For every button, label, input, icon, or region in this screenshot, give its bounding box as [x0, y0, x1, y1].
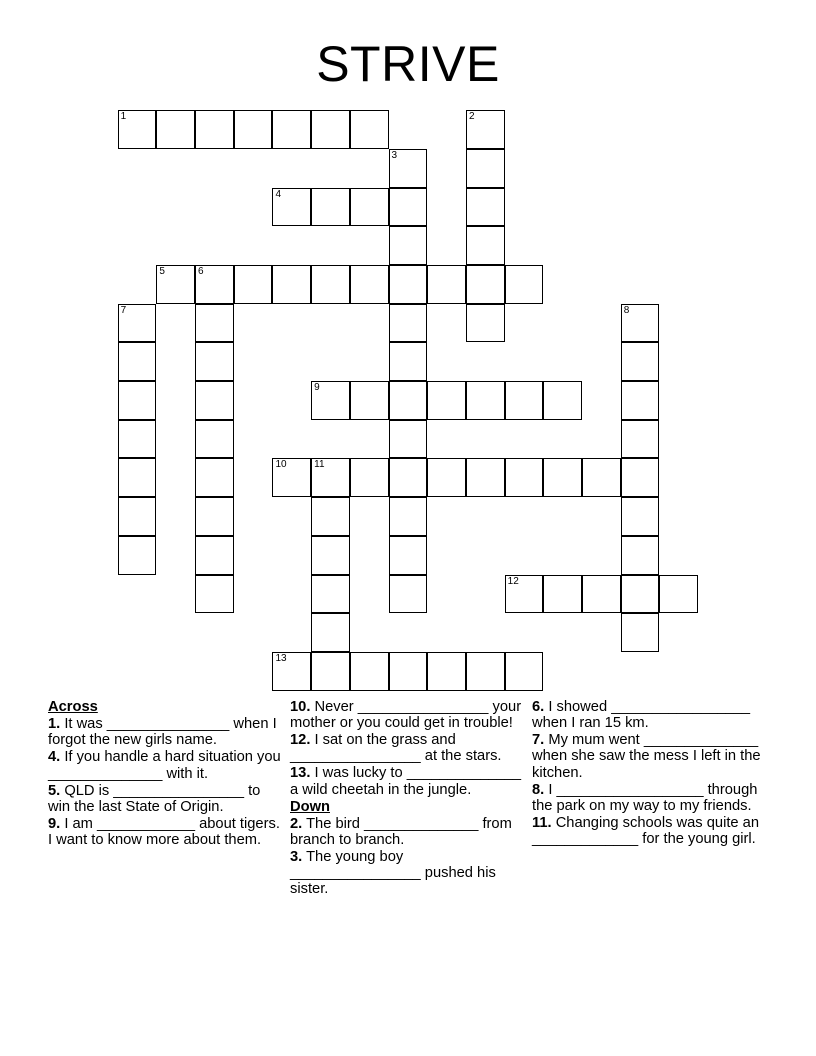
- grid-cell[interactable]: [118, 497, 157, 536]
- grid-cell[interactable]: [466, 652, 505, 691]
- grid-cell[interactable]: [389, 536, 428, 575]
- grid-cell[interactable]: [621, 536, 660, 575]
- clue-across-12: [290, 732, 528, 764]
- grid-cell[interactable]: [118, 342, 157, 381]
- clue-text: I sat on the grass and ________________ at the stars.: [290, 732, 502, 765]
- grid-cell[interactable]: [156, 110, 195, 149]
- grid-cell[interactable]: [389, 149, 428, 188]
- clue-number: 3.: [290, 849, 303, 866]
- grid-cell[interactable]: [118, 536, 157, 575]
- cell-number: 13: [275, 652, 287, 664]
- clue-text: The young boy ________________ pushed his sister.: [290, 849, 496, 898]
- grid-cell[interactable]: [272, 652, 311, 691]
- grid-cell[interactable]: [195, 536, 234, 575]
- grid-cell[interactable]: [350, 381, 389, 420]
- cell-number: 4: [275, 188, 282, 200]
- clue-number: 12.: [290, 732, 311, 749]
- grid-cell[interactable]: [466, 304, 505, 343]
- clue-across-4: [48, 749, 284, 781]
- grid-cell[interactable]: [272, 265, 311, 304]
- grid-cell[interactable]: [311, 381, 350, 420]
- clue-down-7: [532, 732, 768, 781]
- grid-cell[interactable]: [350, 265, 389, 304]
- clue-column-3: [532, 699, 768, 848]
- cell-number: 6: [198, 265, 204, 277]
- grid-cell[interactable]: [466, 149, 505, 188]
- grid-cell[interactable]: [272, 458, 311, 497]
- cell-number: 5: [159, 265, 165, 277]
- grid-cell[interactable]: [350, 110, 389, 149]
- clue-number: 10.: [290, 699, 311, 715]
- grid-cell[interactable]: [195, 304, 234, 343]
- grid-cell[interactable]: [195, 110, 234, 149]
- grid-cell[interactable]: [272, 188, 311, 227]
- grid-cell[interactable]: [466, 265, 505, 304]
- clue-across-13: [290, 765, 528, 797]
- grid-cell[interactable]: [195, 420, 234, 459]
- cell-number: 9: [314, 382, 320, 394]
- grid-cell[interactable]: [505, 381, 544, 420]
- clue-number: 5.: [48, 782, 61, 799]
- clue-text: It was _______________ when I forgot the new girls name.: [48, 716, 277, 749]
- clue-text: I was lucky to ______________ a wild cheetah in the jungle.: [290, 765, 522, 798]
- puzzle-title: STRIVE: [316, 36, 500, 92]
- grid-cell[interactable]: [543, 381, 582, 420]
- grid-cell[interactable]: [195, 381, 234, 420]
- grid-cell[interactable]: [427, 381, 466, 420]
- clue-across-9: [48, 816, 284, 848]
- grid-cell[interactable]: [389, 458, 428, 497]
- grid-cell[interactable]: [659, 575, 698, 614]
- grid-cell[interactable]: [311, 110, 350, 149]
- grid-cell[interactable]: [195, 265, 234, 304]
- clue-across-5: [48, 783, 284, 815]
- grid-cell[interactable]: [311, 652, 350, 691]
- grid-cell[interactable]: [389, 265, 428, 304]
- grid-cell[interactable]: [118, 110, 157, 149]
- grid-cell[interactable]: [311, 458, 350, 497]
- clue-number: 6.: [532, 699, 545, 715]
- grid-cell[interactable]: [118, 420, 157, 459]
- grid-cell[interactable]: [350, 188, 389, 227]
- grid-cell[interactable]: [621, 613, 660, 652]
- clue-text: I am ____________ about tigers. I want to know more about them.: [48, 815, 280, 849]
- grid-cell[interactable]: [118, 381, 157, 420]
- clue-text: I __________________ through the park on my way to my friends.: [532, 781, 758, 814]
- clue-text: My mum went ______________ when she saw the mess I left in the kitchen.: [532, 732, 761, 781]
- clue-across-10: [290, 699, 528, 731]
- grid-cell[interactable]: [621, 575, 660, 614]
- across-heading: Across: [48, 699, 98, 715]
- grid-cell[interactable]: [621, 497, 660, 536]
- cell-number: 11: [314, 459, 325, 471]
- grid-cell[interactable]: [543, 575, 582, 614]
- grid-cell[interactable]: [156, 265, 195, 304]
- grid-cell[interactable]: [389, 304, 428, 343]
- grid-cell[interactable]: [389, 420, 428, 459]
- grid-cell[interactable]: [466, 381, 505, 420]
- grid-cell[interactable]: [389, 652, 428, 691]
- clue-number: 8.: [532, 781, 545, 798]
- grid-cell[interactable]: [195, 497, 234, 536]
- grid-cell[interactable]: [389, 188, 428, 227]
- grid-cell[interactable]: [234, 265, 273, 304]
- clue-down-11: [532, 815, 768, 847]
- cell-number: 10: [275, 459, 287, 471]
- grid-cell[interactable]: [427, 652, 466, 691]
- grid-cell[interactable]: [466, 110, 505, 149]
- grid-cell[interactable]: [118, 458, 157, 497]
- clue-number: 9.: [48, 815, 61, 832]
- grid-cell[interactable]: [311, 497, 350, 536]
- clue-number: 13.: [290, 765, 311, 782]
- clue-down-6: [532, 699, 768, 731]
- grid-cell[interactable]: [389, 381, 428, 420]
- clue-number: 11.: [532, 814, 552, 831]
- grid-cell[interactable]: [427, 458, 466, 497]
- grid-cell[interactable]: [466, 226, 505, 265]
- grid-cell[interactable]: [118, 304, 157, 343]
- clue-column-1: [48, 699, 284, 849]
- grid-cell[interactable]: [389, 226, 428, 265]
- grid-cell[interactable]: [195, 342, 234, 381]
- clue-text: If you handle a hard situation you ______________ with it.: [48, 749, 281, 782]
- clue-number: 7.: [532, 732, 545, 749]
- grid-cell[interactable]: [621, 458, 660, 497]
- grid-cell[interactable]: [311, 613, 350, 652]
- cell-number: 3: [391, 149, 398, 161]
- grid-cell[interactable]: [389, 342, 428, 381]
- grid-cell[interactable]: [621, 420, 660, 459]
- grid-cell[interactable]: [621, 304, 660, 343]
- grid-cell[interactable]: [389, 575, 428, 614]
- grid-cell[interactable]: [427, 265, 466, 304]
- grid-cell[interactable]: [311, 536, 350, 575]
- grid-cell[interactable]: [350, 652, 389, 691]
- grid-cell[interactable]: [195, 575, 234, 614]
- clue-text: I showed _________________ when I ran 15 km.: [532, 699, 751, 732]
- grid-cell[interactable]: [543, 458, 582, 497]
- clue-down-2: [290, 816, 528, 848]
- grid-cell[interactable]: [272, 110, 311, 149]
- clue-across-1: [48, 716, 284, 748]
- grid-cell[interactable]: [234, 110, 273, 149]
- clue-number: 4.: [48, 749, 61, 766]
- clue-text: Never ________________ your mother or you could get in trouble!: [290, 699, 522, 732]
- grid-cell[interactable]: [582, 458, 621, 497]
- grid-cell[interactable]: [582, 575, 621, 614]
- grid-cell[interactable]: [350, 458, 389, 497]
- clue-number: 1.: [48, 716, 61, 733]
- grid-cell[interactable]: [311, 575, 350, 614]
- grid-cell[interactable]: [311, 188, 350, 227]
- cell-number: 12: [507, 575, 519, 587]
- grid-cell[interactable]: [621, 381, 660, 420]
- grid-cell[interactable]: [505, 458, 544, 497]
- cell-number: 2: [468, 111, 475, 123]
- clue-column-2: [290, 699, 528, 898]
- clue-text: The bird ______________ from branch to branch.: [290, 815, 512, 849]
- grid-cell[interactable]: [505, 652, 544, 691]
- clue-down-8: [532, 782, 768, 814]
- grid-cell[interactable]: [389, 497, 428, 536]
- grid-cell[interactable]: [505, 265, 544, 304]
- cell-number: 1: [120, 111, 127, 123]
- clue-text: QLD is ________________ to win the last State of Origin.: [48, 782, 261, 815]
- grid-cell[interactable]: [466, 188, 505, 227]
- grid-cell[interactable]: [195, 458, 234, 497]
- grid-cell[interactable]: [621, 342, 660, 381]
- clue-number: 2.: [290, 815, 303, 832]
- grid-cell[interactable]: [505, 575, 544, 614]
- grid-cell[interactable]: [466, 458, 505, 497]
- clue-text: Changing schools was quite an _____________ for the young girl.: [532, 814, 759, 848]
- clue-down-3: [290, 849, 528, 898]
- cell-number: 7: [120, 304, 127, 316]
- down-heading: Down: [290, 798, 330, 815]
- grid-cell[interactable]: [311, 265, 350, 304]
- cell-number: 8: [623, 304, 630, 316]
